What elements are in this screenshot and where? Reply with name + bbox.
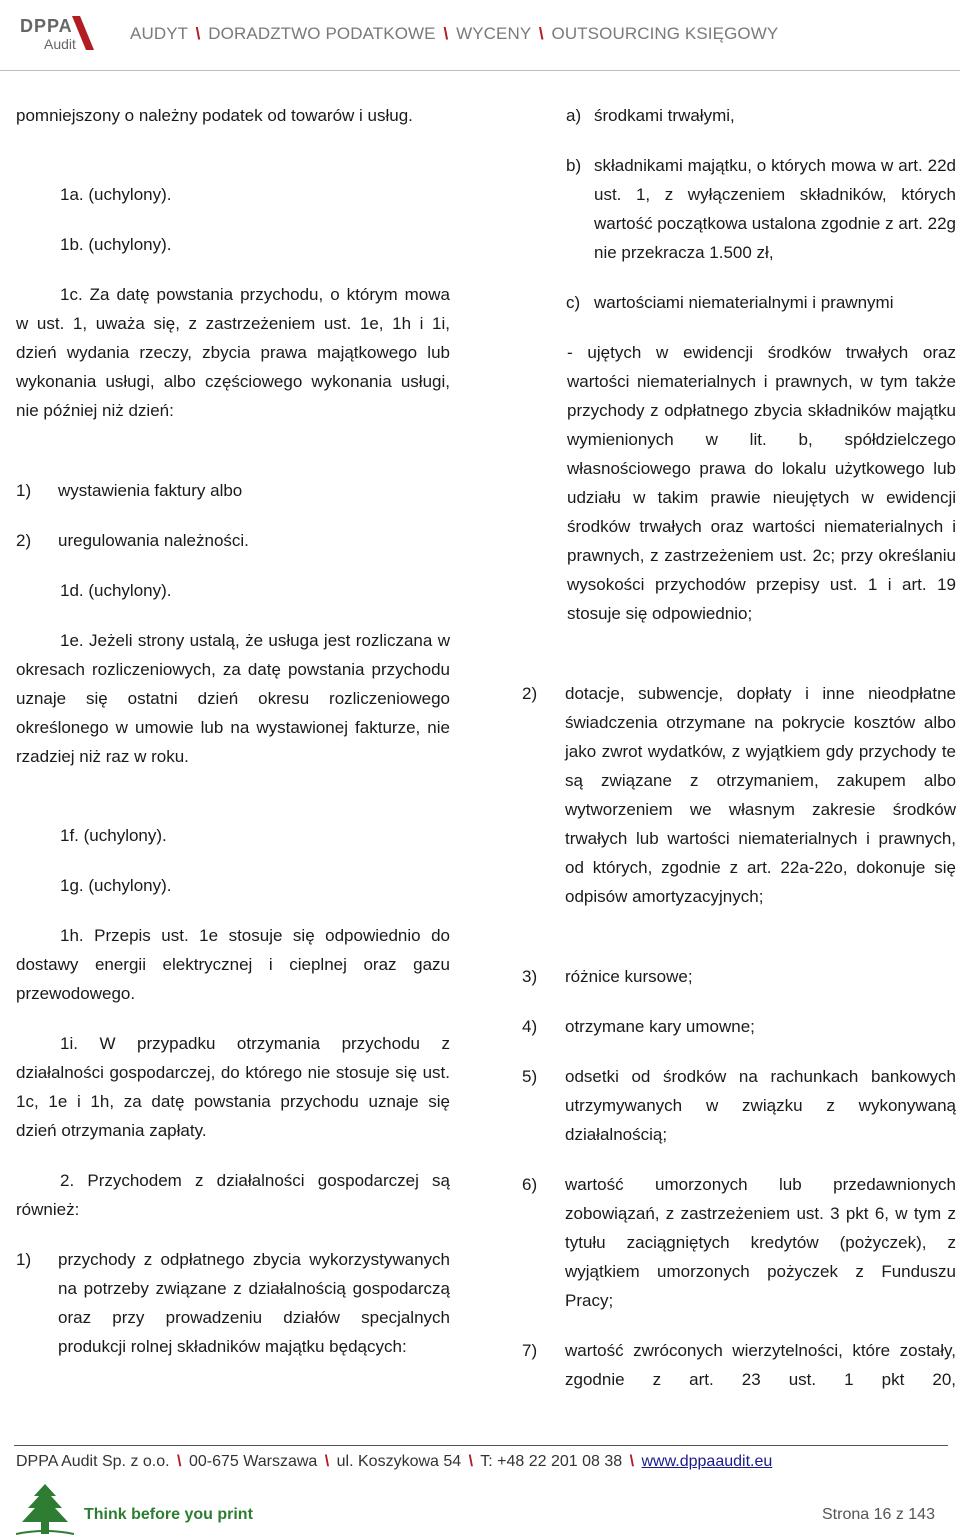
nav-separator: \ <box>443 24 449 43</box>
list-item: wystawienia faktury albo <box>58 481 243 500</box>
list-item: wartościami niematerialnymi i prawnymi <box>594 293 894 312</box>
list-item: różnice kursowe; <box>565 967 693 986</box>
list-number: 5) <box>522 1067 538 1086</box>
list-number: 7) <box>522 1341 538 1360</box>
nav-separator: \ <box>195 24 201 43</box>
tree-icon <box>16 1482 74 1536</box>
list-item: składnikami majątku, o których mowa w art. 22d ust. 1, z wyłączeniem składników, których wartość początkowa ustalona zgodnie z art. 22g nie przekracza 1.500 zł, <box>594 156 956 262</box>
list-item: odsetki od środków na rachunkach bankowych utrzymywanych w związku z wykonywaną działalnością; <box>565 1067 956 1144</box>
nav-separator: \ <box>538 24 544 43</box>
paragraph: 1g. (uchylony). <box>60 876 172 895</box>
nav-item-audyt: AUDYT <box>130 24 188 43</box>
list-number: 1) <box>16 481 32 500</box>
list-number: 3) <box>522 967 538 986</box>
page-header <box>0 0 960 72</box>
footer-divider <box>14 1445 948 1446</box>
logo-text: DPPA <box>20 16 73 36</box>
paragraph: pomniejszony o należny podatek od towarów i usług. <box>16 106 413 125</box>
list-item: przychody z odpłatnego zbycia wykorzystywanych na potrzeby związane z działalnością gospodarczą oraz przy prowadzeniu działów specjalnych produkcji rolnej składników majątku będących: <box>58 1250 450 1356</box>
list-number: 1) <box>16 1250 32 1269</box>
logo-subtext: Audit <box>44 36 76 52</box>
paragraph: 1f. (uchylony). <box>60 826 167 845</box>
list-item: dotacje, subwencje, dopłaty i inne nieodpłatne świadczenia otrzymane na pokrycie kosztów albo jako zwrot wydatków, z wyjątkiem gdy przychody te są związane z otrzymaniem, zakupem albo wytworzeniem we własnym zakresie środków trwałych lub wartości niematerialnych i prawnych, od których, zgodnie z art. 22a-22o, dokonuje się odpisów amortyzacyjnych; <box>565 684 956 906</box>
nav-item-outsourcing: OUTSOURCING KSIĘGOWY <box>551 24 779 43</box>
list-item: wartość umorzonych lub przedawnionych zobowiązań, z zastrzeżeniem ust. 3 pkt 6, w tym z tytułu zaciągniętych kredytów (pożyczek), z wyjątkiem umorzonych pożyczek z Funduszu Pracy; <box>565 1175 956 1310</box>
list-letter: a) <box>566 106 582 125</box>
paragraph: 1e. Jeżeli strony ustalą, że usługa jest rozliczana w okresach rozliczeniowych, za datę powstania przychodu uznaje się ostatni dzień okresu rozliczeniowego określonego w umowie lub na wystawionej fakturze, nie rzadziej niż raz w roku. <box>16 631 450 766</box>
header-divider <box>0 70 960 71</box>
list-item: wartość zwróconych wierzytelności, które zostały, zgodnie z art. 23 ust. 1 pkt 20, <box>565 1341 956 1389</box>
list-item: uregulowania należności. <box>58 531 249 550</box>
dppa-logo <box>20 16 100 56</box>
header-nav <box>130 24 778 44</box>
footer-website-link[interactable]: www.dppaaudit.eu <box>641 1453 773 1470</box>
footer-company: DPPA Audit Sp. z o.o. <box>16 1453 170 1470</box>
paragraph: 2. Przychodem z działalności gospodarczej są również: <box>16 1171 450 1219</box>
page-number: Strona 16 z 143 <box>822 1506 935 1523</box>
list-number: 6) <box>522 1175 538 1194</box>
paragraph: 1b. (uchylony). <box>60 235 172 254</box>
footer-phone: T: +48 22 201 08 38 <box>480 1453 623 1470</box>
paragraph: 1h. Przepis ust. 1e stosuje się odpowiednio do dostawy energii elektrycznej i cieplnej oraz gazu przewodowego. <box>16 926 450 1003</box>
list-number: 2) <box>16 531 32 550</box>
paragraph: 1d. (uchylony). <box>60 581 172 600</box>
list-letter: b) <box>566 156 582 175</box>
list-letter: c) <box>566 293 581 312</box>
list-item: środkami trwałymi, <box>594 106 735 125</box>
paragraph: 1i. W przypadku otrzymania przychodu z działalności gospodarczej, do którego nie stosuje się ust. 1c, 1e i 1h, za datę powstania przychodu uznaje się dzień otrzymania zapłaty. <box>16 1034 450 1140</box>
paragraph: 1a. (uchylony). <box>60 185 172 204</box>
list-number: 2) <box>522 684 538 703</box>
footer-separator: \ <box>468 1453 474 1470</box>
footer-separator: \ <box>177 1453 182 1470</box>
footer-address: 00-675 Warszawa <box>188 1453 318 1470</box>
footer-contact <box>16 1453 772 1471</box>
list-item: otrzymane kary umowne; <box>565 1017 755 1036</box>
footer-separator: \ <box>324 1453 330 1470</box>
nav-item-doradztwo: DORADZTWO PODATKOWE <box>208 24 436 43</box>
footer-street: ul. Koszykowa 54 <box>336 1453 462 1470</box>
nav-item-wyceny: WYCENY <box>456 24 532 43</box>
logo-slash-icon <box>68 16 94 50</box>
list-number: 4) <box>522 1017 538 1036</box>
slogan: Think before you print <box>84 1506 253 1523</box>
paragraph: - ujętych w ewidencji środków trwałych oraz wartości niematerialnych i prawnych, w tym także przychody z odpłatnego zbycia składników majątku wymienionych w lit. b, spółdzielczego własnościowego prawa do lokalu użytkowego lub udziału w takim prawie nieujętych w ewidencji środków trwałych oraz wartości niematerialnych i prawnych, z zastrzeżeniem ust. 2c; przy określaniu wysokości przychodów przepisy ust. 1 i art. 19 stosuje się odpowiednio; <box>567 343 956 623</box>
footer-separator: \ <box>629 1453 635 1470</box>
paragraph: 1c. Za datę powstania przychodu, o którym mowa w ust. 1, uważa się, z zastrzeżeniem ust. 1e, 1h i 1i, dzień wydania rzeczy, zbycia prawa majątkowego lub wykonania usługi, albo częściowego wykonania usługi, nie później niż dzień: <box>16 285 450 420</box>
